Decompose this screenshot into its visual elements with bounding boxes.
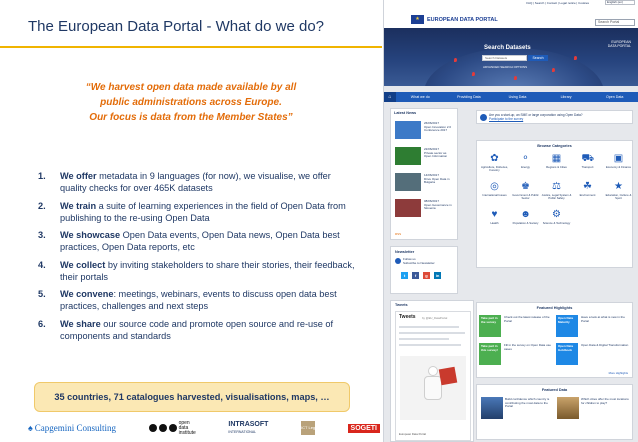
logo-word: EUROPEAN [611, 40, 631, 44]
categories-title: Browse Categories [537, 144, 572, 148]
odi-wordmark [179, 421, 196, 436]
category-label: Health [490, 221, 499, 225]
category-label: Population & Society [512, 221, 539, 225]
category-label: Education, Culture & Sport [605, 193, 632, 201]
category-label: Agriculture, Fisheries, Forestry [480, 165, 509, 173]
sogeti-logo: SOGETI [348, 424, 380, 433]
dataset-search-input[interactable]: Search Datasets [482, 55, 527, 61]
nav-what-we-do[interactable]: What we do [410, 95, 430, 99]
item-lead: We convene [60, 289, 114, 299]
news-date: 08/06/2017 [424, 199, 440, 203]
tweet-text-line [399, 326, 459, 328]
top-links[interactable]: FAQ | Search | Contact | Legal notice | Cookies [526, 1, 589, 5]
hero-banner [384, 28, 638, 86]
portal-site-title[interactable]: EUROPEAN DATA PORTAL [427, 17, 498, 23]
activity-item [38, 318, 358, 342]
category-icon: ★ [614, 181, 623, 192]
google-plus-icon[interactable]: g [423, 272, 430, 279]
category-label: Environment [579, 193, 596, 197]
highlight-badge: Take part in the survey [479, 315, 501, 337]
news-text [424, 122, 454, 133]
category-label: Energy [521, 165, 530, 169]
map-pin-icon [514, 76, 517, 80]
news-thumbnail [395, 173, 421, 191]
category-icon: ☻ [520, 209, 531, 220]
item-number: 6. [38, 318, 46, 329]
figure-head [428, 366, 438, 376]
category-label: Economy & Finance [605, 165, 632, 169]
item-number: 1. [38, 171, 46, 181]
partner-logos [28, 418, 380, 438]
figure-body [424, 376, 442, 400]
category-label: Government & Public Sector [512, 193, 539, 201]
item-lead: We share [60, 318, 101, 329]
category-icon: ◎ [490, 181, 499, 192]
home-icon[interactable]: ⌂ [384, 92, 396, 102]
odi-dot-icon [169, 424, 177, 432]
more-highlights-link[interactable]: More Highlights [608, 371, 628, 375]
category-icon: ♥ [491, 209, 498, 220]
intrasoft-name: INTRASOFT [228, 421, 269, 428]
item-text: our source code and promote open source and re-use of components and standards [60, 318, 334, 341]
capgemini-name: Capgemini Consulting [34, 423, 117, 433]
category-icon: ⚖ [552, 181, 561, 192]
portal-screenshot [383, 0, 638, 442]
highlight-card[interactable] [479, 343, 556, 367]
item-lead: We offer [60, 171, 97, 181]
category-icon: ▣ [613, 153, 624, 164]
news-headline: Open Innovation 2.0 Conference 2017 [424, 124, 452, 133]
map-pin-icon [472, 72, 475, 76]
odi-dot-icon [149, 424, 157, 432]
highlight-text: Have a look at what is new in the Portal [581, 315, 625, 323]
twitter-timeline[interactable] [395, 311, 471, 441]
logo-word: DATA PORTAL [607, 44, 631, 48]
item-text: metadata in 9 languages (for now), we visualise, we offer quality checks for over 465K datasets [60, 171, 331, 193]
news-date: 26/06/2017 [424, 121, 440, 125]
timeline-author: by @EU_DataPortal [422, 316, 448, 320]
linkedin-icon[interactable]: in [435, 273, 440, 278]
activity-item [38, 200, 358, 224]
hero-portal-logo [608, 40, 631, 48]
category-item[interactable] [572, 181, 603, 197]
category-label: International Issues [482, 193, 507, 197]
odi-word: data [178, 424, 189, 431]
advanced-search-link[interactable]: ADVANCED SEARCH OPTIONS [483, 65, 528, 69]
survey-question: Are you a start-up, an SME or large corporation using Open Data? [489, 113, 583, 117]
highlight-text: Open Data & Digital Transformation [581, 343, 629, 347]
featured-data-text[interactable]: Which cities offer the most locations for children to play? [581, 397, 629, 405]
news-text [424, 200, 454, 211]
odi-dot-icon [159, 424, 167, 432]
news-item[interactable] [395, 121, 455, 143]
portal-header [384, 6, 638, 28]
category-label: Transport [581, 165, 594, 169]
quote-line-3: Our focus is data from the Member States” [89, 112, 293, 123]
category-item[interactable] [479, 209, 510, 225]
item-number: 3. [38, 230, 46, 240]
featured-data-text[interactable]: Build confidence which country is contributing the most data to the Portal [505, 397, 550, 409]
mission-quote [60, 80, 322, 125]
category-label: Justice, Legal System & Public Safety [541, 193, 572, 201]
item-lead: We showcase [60, 230, 121, 240]
follow-icon [395, 258, 401, 264]
tweets-panel [390, 300, 474, 442]
categories-panel [476, 140, 633, 268]
highlight-card[interactable] [479, 315, 556, 339]
news-item[interactable] [395, 147, 455, 169]
timeline-header: Tweets [399, 314, 416, 320]
category-item[interactable] [572, 153, 603, 169]
news-thumbnail [395, 199, 421, 217]
summary-banner: 35 countries, 71 catalogues harvested, visualisations, maps, … [34, 382, 350, 412]
odi-word: open [178, 419, 190, 426]
nav-open-data[interactable]: Open Data [605, 95, 624, 99]
tweet-text-line [399, 344, 461, 346]
item-lead: We collect [60, 259, 106, 270]
highlight-card[interactable] [556, 315, 633, 339]
tweet-footer: European Data Portal [399, 432, 426, 436]
follow-text [403, 258, 435, 265]
tweets-title: Tweets [395, 303, 408, 307]
news-text [424, 174, 454, 185]
news-headline: Drive Open Data in Bulgaria [424, 176, 450, 185]
featured-highlights-panel [476, 302, 633, 378]
category-item[interactable] [603, 181, 634, 201]
highlight-card[interactable] [556, 343, 633, 367]
title-underline [0, 46, 382, 48]
odi-word: institute [178, 429, 196, 436]
quote-line-2: public administrations across Europe. [100, 97, 282, 108]
item-text: Open Data events, Open Data news, Open Data best practices, Open Data reports, etc [60, 230, 340, 252]
category-item[interactable] [603, 153, 634, 169]
nav-using-data[interactable]: Using Data [508, 95, 527, 99]
item-text: a suite of learning experiences in the field of Open Data from publishing to the re-using Open Data [60, 200, 346, 223]
category-item[interactable] [479, 153, 510, 173]
category-label: Science & Technology [542, 221, 571, 225]
intrasoft-sub: INTERNATIONAL [228, 430, 257, 434]
map-pin-icon [552, 68, 555, 72]
category-item[interactable] [479, 181, 510, 197]
featured-data-panel [476, 384, 633, 440]
twitter-icon[interactable]: t [401, 272, 408, 279]
figure-sign [439, 367, 458, 386]
survey-panel [476, 110, 633, 124]
eu-flag-icon: ★ [411, 15, 424, 24]
highlight-text: Fill in the survey on Open Data use cases [504, 343, 551, 351]
category-icon: ⚬ [521, 153, 530, 164]
category-icon: ⚙ [552, 209, 561, 220]
activity-list [38, 170, 358, 347]
item-number: 5. [38, 289, 46, 299]
news-thumbnail [395, 121, 421, 139]
highlights-title: Featured Highlights [536, 306, 573, 310]
nav-providing-data[interactable]: Providing Data [457, 95, 481, 99]
news-item[interactable] [395, 199, 455, 221]
spade-icon: ♠ [28, 423, 33, 433]
slide-title: The European Data Portal - What do we do? [28, 18, 325, 35]
capgemini-logo [28, 423, 116, 433]
category-label: Regions & Cities [546, 165, 567, 169]
news-text [424, 148, 454, 159]
survey-link[interactable]: Participate to the survey [489, 117, 524, 121]
category-item[interactable] [541, 209, 572, 225]
intrasoft-logo [228, 421, 268, 435]
ict-legal-logo: ICT Legal [301, 421, 315, 435]
category-item[interactable] [541, 181, 572, 201]
activity-item [38, 259, 358, 283]
survey-text [489, 113, 638, 121]
featured-data-thumbnail[interactable] [557, 397, 579, 419]
activity-item [38, 229, 358, 253]
newsletter-panel [390, 246, 458, 294]
social-links [401, 272, 441, 279]
latest-news-title: Latest News [394, 111, 417, 115]
category-icon: ⛟ [581, 153, 595, 164]
item-number: 2. [38, 200, 46, 211]
category-item[interactable] [510, 153, 541, 169]
quote-line-1: “We harvest open data made available by all [85, 82, 297, 93]
highlight-badge: Take part in this survey! [479, 343, 501, 365]
tweet-text-line [399, 332, 465, 334]
map-pin-icon [574, 56, 577, 60]
language-select[interactable]: English (en) [605, 0, 635, 5]
highlight-badge: Open Data Maturity [556, 315, 578, 337]
subscribe-link[interactable]: Subscribe to Newsletter [403, 260, 435, 265]
dataset-search-button[interactable]: Search [528, 55, 548, 61]
news-thumbnail [395, 147, 421, 165]
item-text: : meetings, webinars, events to discuss open data best practices, challenges and next steps [60, 289, 337, 311]
follow-label: Follow us [403, 257, 416, 261]
survey-icon [480, 114, 487, 121]
featured-data-thumbnail[interactable] [481, 397, 503, 419]
item-text: by inviting stakeholders to share their stories, their feedback, their portals [60, 259, 355, 282]
news-date: 22/06/2017 [424, 147, 440, 151]
category-icon: ✿ [490, 153, 499, 164]
highlight-badge: Open Data Goldbook [556, 343, 578, 365]
news-headline: Private sector as Open Information [424, 150, 448, 159]
category-item[interactable] [510, 209, 541, 225]
featured-data-title: Featured Data [541, 388, 568, 392]
category-item[interactable] [510, 181, 541, 201]
odi-logo [149, 421, 196, 436]
highlight-text: Check out the latest release of the Portal [504, 315, 550, 323]
category-icon: ▦ [551, 153, 562, 164]
portal-search-input[interactable]: Search Portal [595, 19, 635, 26]
category-item[interactable] [541, 153, 572, 169]
activity-item [38, 170, 358, 194]
rss-link[interactable]: RSS [395, 232, 402, 236]
latest-news-panel [390, 108, 458, 240]
item-lead: We train [60, 200, 97, 211]
news-date: 14/06/2017 [424, 173, 440, 177]
nav-library[interactable]: Library [560, 95, 572, 99]
tweet-text-line [399, 338, 449, 340]
hero-search-title: Search Datasets [484, 45, 531, 51]
newsletter-title: Newsletter [395, 250, 415, 254]
item-number: 4. [38, 259, 46, 270]
news-item[interactable] [395, 173, 455, 195]
map-pin-icon [454, 58, 457, 62]
category-icon: ☘ [583, 181, 592, 192]
tweet-image [400, 356, 466, 420]
main-nav [384, 92, 638, 102]
news-headline: Open Governance in Slovenia [424, 202, 452, 211]
activity-item [38, 288, 358, 312]
facebook-icon[interactable]: f [412, 272, 419, 279]
category-icon: ♚ [521, 181, 530, 192]
